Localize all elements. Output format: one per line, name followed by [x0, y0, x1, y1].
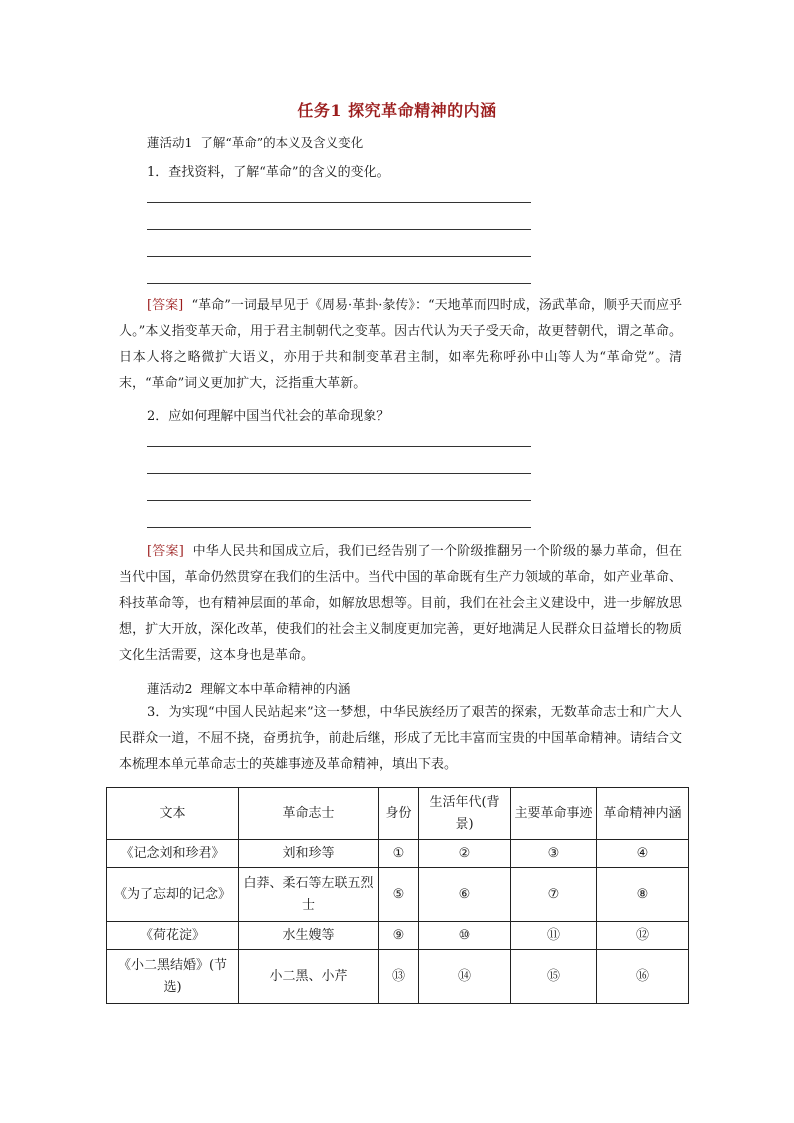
table-row — [107, 868, 689, 922]
table-cell: ② — [419, 840, 511, 868]
table-header: 革命志士 — [239, 788, 379, 840]
table-cell: 《为了忘却的记念》 — [107, 868, 239, 922]
table-header-row — [107, 788, 689, 840]
table-cell: 刘和珍等 — [239, 840, 379, 868]
table-cell: ⑩ — [419, 922, 511, 950]
answer-1 — [119, 293, 682, 397]
table-cell: ⑪ — [511, 922, 597, 950]
table-cell: ⑥ — [419, 868, 511, 922]
question-1: 1．查找资料，了解“革命”的含义的变化。 — [147, 165, 390, 180]
table-cell: ⑨ — [379, 922, 419, 950]
task-title: 任务1 探究革命精神的内涵 — [297, 101, 497, 120]
table-cell: ⑭ — [419, 950, 511, 1004]
table-cell: ⑦ — [511, 868, 597, 922]
question-2: 2．应如何理解中国当代社会的革命现象？ — [147, 409, 390, 424]
table-cell: ⑯ — [597, 950, 689, 1004]
activity-1-label: 蓮活动1 — [147, 135, 193, 150]
table-cell: ③ — [511, 840, 597, 868]
table-cell: ⑤ — [379, 868, 419, 922]
answer-line-1 — [147, 202, 531, 203]
table-cell: ⑧ — [597, 868, 689, 922]
answer-2-tag: [答案] — [147, 544, 184, 559]
table-header: 革命精神内涵 — [597, 788, 689, 840]
answer-line-6 — [147, 473, 531, 474]
answer-line-4 — [147, 283, 531, 284]
table-row — [107, 950, 689, 1004]
activity-2-heading — [147, 679, 350, 697]
table-cell: ④ — [597, 840, 689, 868]
answer-1-text: “革命”一词最早见于《周易·革卦·彖传》：“天地革而四时成，汤武革命，顺乎天而应乎人。”本义指变革天命，用于君主制朝代之变革。因古代认为天子受天命，故更替朝代，谓之革命。日本人将之略微扩大语义，亦用于共和制变革君主制，如率先称呼孙中山等人为“革命党”。清末，“革命”词义更加扩大，泛指重大革新。 — [119, 298, 682, 391]
table-header: 文本 — [107, 788, 239, 840]
answer-line-3 — [147, 256, 531, 257]
activity-2-text: 理解文本中革命精神的内涵 — [200, 681, 351, 696]
table-cell: 《小二黑结婚》(节选) — [107, 950, 239, 1004]
answer-line-7 — [147, 500, 531, 501]
activity-2-label: 蓮活动2 — [147, 681, 193, 696]
question-3: 3．为实现“中国人民站起来”这一梦想，中华民族经历了艰苦的探索，无数革命志士和广大人民群众一道，不屈不挠，奋勇抗争，前赴后继，形成了无比丰富而宝贵的中国革命精神。请结合文本梳理本单元革命志士的英雄事迹及革命精神，填出下表。 — [119, 705, 682, 772]
answer-2-text: 中华人民共和国成立后，我们已经告别了一个阶级推翻另一个阶级的暴力革命，但在当代中国，革命仍然贯穿在我们的生活中。当代中国的革命既有生产力领域的革命，如产业革命、科技革命等，也有精神层面的革命，如解放思想等。目前，我们在社会主义建设中，进一步解放思想，扩大开放，深化改革，使我们的社会主义制度更加完善，更好地满足人民群众日益增长的物质文化生活需要，这本身也是革命。 — [119, 544, 682, 663]
table-cell: ⑬ — [379, 950, 419, 1004]
table-cell: 白莽、柔石等左联五烈士 — [239, 868, 379, 922]
answer-line-8 — [147, 527, 531, 528]
activity-1-text: 了解“革命”的本义及含义变化 — [200, 135, 364, 150]
table-header: 身份 — [379, 788, 419, 840]
table-cell: ⑫ — [597, 922, 689, 950]
table-cell: 《荷花淀》 — [107, 922, 239, 950]
answer-2 — [119, 539, 682, 669]
table-header: 主要革命事迹 — [511, 788, 597, 840]
answer-line-2 — [147, 229, 531, 230]
table-cell: ⑮ — [511, 950, 597, 1004]
table-cell: ① — [379, 840, 419, 868]
answer-1-tag: [答案] — [147, 298, 184, 313]
table-cell: 水生嫂等 — [239, 922, 379, 950]
table-header: 生活年代(背景) — [419, 788, 511, 840]
answer-line-5 — [147, 446, 531, 447]
table-cell: 《记念刘和珍君》 — [107, 840, 239, 868]
activity-1-heading — [147, 133, 363, 151]
table-row — [107, 840, 689, 868]
table-row — [107, 922, 689, 950]
table-cell: 小二黑、小芹 — [239, 950, 379, 1004]
heroes-table — [106, 787, 689, 1004]
